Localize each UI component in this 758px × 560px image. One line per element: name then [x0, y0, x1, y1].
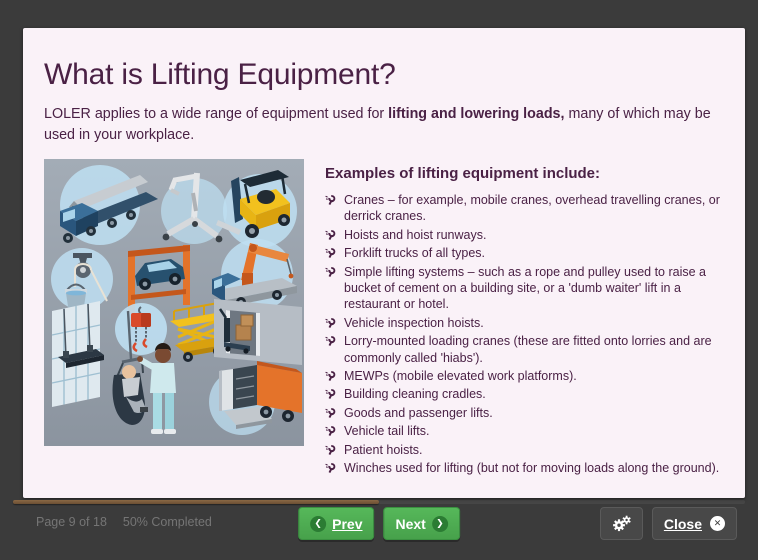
progress-bar	[13, 500, 745, 504]
examples-heading: Examples of lifting equipment include:	[325, 164, 601, 182]
page-title: What is Lifting Equipment?	[44, 58, 396, 91]
intro-text	[44, 104, 724, 147]
crane-hook-bullet-icon	[325, 462, 337, 474]
slide-card	[23, 28, 745, 498]
example-list-item	[325, 423, 724, 439]
example-list-item	[325, 245, 724, 261]
example-text: Winches used for lifting (but not for moving loads along the ground).	[344, 460, 720, 475]
intro-text-bold: lifting and lowering loads,	[388, 106, 565, 122]
example-list-item	[325, 192, 724, 225]
example-text: Vehicle inspection hoists.	[344, 315, 484, 330]
goods-lift-illustration	[214, 299, 302, 365]
prev-button-label: Prev	[332, 515, 363, 532]
page-number: Page 9 of 18	[36, 515, 107, 529]
example-list-item	[325, 333, 724, 366]
examples-section	[325, 159, 724, 479]
crane-hook-bullet-icon	[325, 388, 337, 400]
nav-buttons	[298, 507, 460, 540]
example-list-item	[325, 405, 724, 421]
settings-button[interactable]	[600, 507, 643, 540]
crane-hook-bullet-icon	[325, 407, 337, 419]
utility-buttons	[600, 507, 737, 540]
content-row	[44, 159, 724, 479]
example-list-item	[325, 227, 724, 243]
examples-list	[325, 192, 724, 477]
example-text: Cranes – for example, mobile cranes, overhead travelling cranes, or derrick cranes.	[344, 192, 720, 224]
intro-text-before: LOLER applies to a wide range of equipment used for	[44, 106, 389, 122]
crane-hook-bullet-icon	[325, 229, 337, 241]
footer-row	[0, 507, 758, 541]
example-text: Forklift trucks of all types.	[344, 246, 486, 261]
example-text: MEWPs (mobile elevated work platforms).	[344, 368, 577, 383]
example-list-item	[325, 264, 724, 313]
example-list-item	[325, 368, 724, 384]
example-text: Hoists and hoist runways.	[344, 227, 487, 242]
crane-hook-bullet-icon	[325, 317, 337, 329]
completion-status: 50% Completed	[122, 515, 212, 529]
intro-text-after: many of which may be used in your workplace.	[44, 106, 711, 144]
crane-hook-bullet-icon	[325, 194, 337, 206]
prev-button[interactable]	[298, 507, 374, 540]
example-text: Lorry-mounted loading cranes (these are fitted onto lorries and are commonly called 'hiabs').	[344, 334, 712, 365]
cleaning-cradle-illustration	[52, 301, 104, 407]
progress-fill	[13, 500, 379, 504]
example-text: Vehicle tail lifts.	[344, 424, 430, 439]
example-text: Building cleaning cradles.	[344, 387, 486, 402]
player-footer	[0, 498, 758, 560]
crane-hook-bullet-icon	[325, 266, 337, 278]
page-status	[36, 515, 212, 529]
chevron-right-icon: ❯	[432, 516, 448, 532]
cogs-icon	[612, 515, 631, 532]
close-icon: ✕	[710, 516, 725, 531]
example-list-item	[325, 460, 724, 476]
close-button[interactable]	[652, 507, 737, 540]
crane-hook-bullet-icon	[325, 444, 337, 456]
chevron-left-icon: ❮	[310, 516, 326, 532]
example-list-item	[325, 386, 724, 402]
example-text: Simple lifting systems – such as a rope and pulley used to raise a bucket of cement on a building site, or a 'dumb waiter' lift in a restaurant or hotel.	[344, 264, 706, 312]
crane-hook-bullet-icon	[325, 335, 337, 347]
crane-hook-bullet-icon	[325, 425, 337, 437]
example-list-item	[325, 442, 724, 458]
crane-hook-bullet-icon	[325, 370, 337, 382]
example-text: Patient hoists.	[344, 442, 423, 457]
next-button[interactable]	[384, 507, 460, 540]
example-list-item	[325, 315, 724, 331]
crane-hook-bullet-icon	[325, 247, 337, 259]
example-text: Goods and passenger lifts.	[344, 405, 493, 420]
close-button-label: Close	[663, 515, 702, 532]
lifting-equipment-illustration	[44, 159, 304, 446]
next-button-label: Next	[395, 515, 426, 532]
